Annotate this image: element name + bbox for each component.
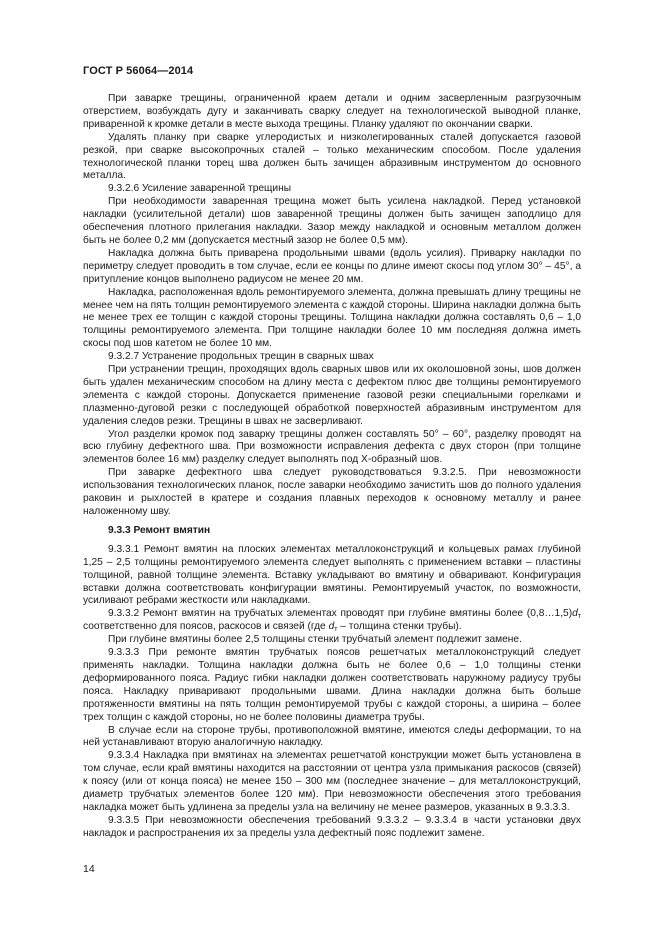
paragraph: 9.3.3.4 Накладка при вмятинах на элементах решетчатой конструкции может быть установлена в том случае, если край вмятины находится на расстоянии от центра узла примыкания раскосов (связей) к поясу (или от конца пояса) не менее 150 – 300 мм (последнее значение – для металлоконструкций, диаметр трубчатых элементов более 120 мм). При невозможности обеспечения этого требования накладка может быть удлинена за пределы узла на величину не менее размеров, указанных в 9.3.3.3. (83, 750, 581, 813)
subsection-title: 9.3.2.6 Усиление заваренной трещины (108, 183, 292, 195)
paragraph: При устранении трещин, проходящих вдоль сварных швов или их околошовной зоны, шов должен быть удален механическим способом на длину места с дефектом плюс две толщины ремонтируемого элемента с каждой стороны. Допускается применение газовой резки специальными горелками и плазменно-дуговой резки с последующей обработкой поверхностей абразивным инструментом для удаления следов резки. Трещины в швах не засверливают. (83, 364, 581, 427)
paragraph: Накладка, расположенная вдоль ремонтируемого элемента, должна превышать длину трещины не менее чем на пять толщин ремонтируемого элемента с каждой стороны. Ширина накладки должна быть не менее трех ее толщин с каждой стороны трещины. Толщина накладки должна составлять 0,6 – 1,0 толщины ремонтируемого элемента. При толщине накладки более 10 мм последняя должна иметь скосы под шов катетом не более 10 мм. (83, 286, 581, 350)
paragraph: При заварке трещины, ограниченной краем детали и одним засверленным разгрузочным отверстием, возбуждать дугу и заканчивать сварку следует на технологической выводной планке, приваренной к кромке детали в месте выхода трещины. Планку удаляют по окончании сварки. (83, 93, 581, 130)
variable-d: d (328, 621, 335, 633)
paragraph: 9.3.3.5 При невозможности обеспечения требований 9.3.3.2 – 9.3.3.4 в части установки двух накладок и распространения их за пределы узла дефектный пояс подлежит замене. (83, 814, 581, 839)
paragraph: 9.3.3.1 Ремонт вмятин на плоских элементах металлоконструкций и кольцевых рамах глубиной 1,25 – 2,5 толщины ремонтируемого элемента следует выполнять с применением вставки – пластины толщиной, равной толщине элемента. Вставку укладывают во вмятину и обваривают. Конфигурация вставки должна соответствовать конфигурации вмятины. Ремонтируемый участок, по возможности, усиливают ребрами жесткости или накладками. (83, 543, 581, 607)
variable-d: d (572, 608, 578, 620)
document-body (83, 93, 581, 841)
paragraph: Угол разделки кромок под заварку трещины должен составлять 50° – 60°, разделку проводят на всю глубину дефектного шва. При возможности исправления дефекта с двух сторон (при толщине элементов более 16 мм) разделку следует выполнять под Х-образный шов. (83, 428, 581, 466)
paragraph: Накладка должна быть приварена продольными швами (вдоль усилия). Приварку накладки по периметру следует проводить в том случае, если ее концы по длине имеют скосы под углом 30° – 45°, а притупление концов выполнено радиусом не менее 20 мм. (83, 247, 581, 285)
subscript: т (334, 626, 338, 634)
paragraph: При глубине вмятины более 2,5 толщины стенки трубчатый элемент подлежит замене. (108, 634, 522, 646)
subsection-title: 9.3.2.7 Устранение продольных трещин в сварных швах (108, 351, 374, 363)
subscript: т (577, 613, 581, 621)
paragraph: При заварке дефектного шва следует руководствоваться 9.3.2.5. При невозможности использования технологических планок, после заварки необходимо зачистить шов до полного удаления раковин и рыхлостей в кратере и создания плавных переходов к основному металлу и ранее наложенному шву. (83, 467, 581, 517)
page-number: 14 (83, 863, 95, 875)
document-header: ГОСТ Р 56064—2014 (83, 65, 194, 77)
text-run: – толщина стенки трубы). (337, 621, 462, 633)
paragraph: При необходимости заваренная трещина может быть усилена накладкой. Перед установкой накладки (усилительной детали) шов заваренной трещины должен быть зачищен заподлицо для обеспечения плотного прилегания накладки. Зазор между накладкой и основным металлом должен быть не более 0,2 мм (допускается местный зазор не более 0,5 мм). (83, 196, 581, 246)
paragraph-9332 (83, 608, 581, 634)
text-run: соответственно для поясов, раскосов и связей (где (83, 621, 329, 633)
section-heading: 9.3.3 Ремонт вмятин (108, 524, 211, 536)
paragraph: 9.3.3.3 При ремонте вмятин трубчатых поясов решетчатых металлоконструкций следует применять накладки. Толщина накладки должна быть не более 0,6 – 1,0 толщины стенки деформированного пояса. Радиус гибки накладки должен соответствовать наружному радиусу трубы пояса. Накладку приваривают продольными швами. Длина накладки должна быть больше протяженности вмятины на пять толщин ремонтируемой трубы с каждой стороны, а ширина – более трех толщин с каждой стороны, но не более половины диаметра трубы. (83, 647, 581, 723)
paragraph: В случае если на стороне трубы, противоположной вмятине, имеются следы деформации, то на ней устанавливают вторую аналогичную накладку. (83, 724, 581, 749)
text-run: 9.3.3.2 Ремонт вмятин на трубчатых элементах проводят при глубине вмятины более (0,8…1,5) (108, 608, 573, 620)
paragraph: Удалять планку при сварке углеродистых и низколегированных сталей допускается газовой резкой, при сварке высокопрочных сталей – только механическим способом. После удаления технологической планки торец шва должен быть зачищен абразивным инструментом до основного металла. (83, 131, 581, 182)
